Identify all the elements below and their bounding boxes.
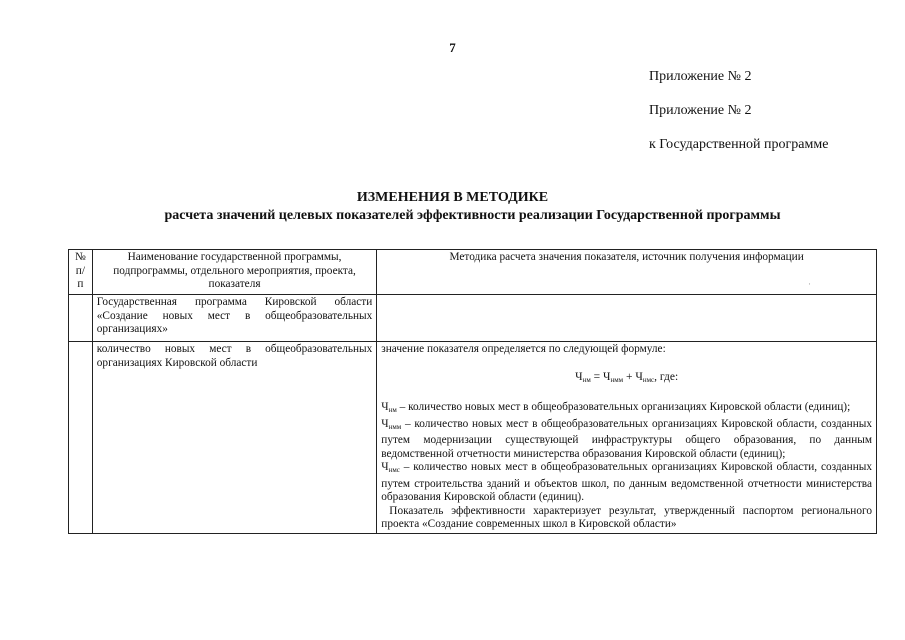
row1-name: Государственная программа Кировской области «Создание новых мест в общеобразовательных организациях» <box>92 295 377 342</box>
appendix-line-1: Приложение № 2 <box>649 69 752 84</box>
header-num: № п/п <box>69 250 93 295</box>
row2-name: количество новых мест в общеобразовательных организациях Кировской области <box>92 342 377 534</box>
title-subtitle: расчета значений целевых показателей эффективности реализации Государственной программы <box>164 208 781 223</box>
row2-num <box>69 342 93 534</box>
row1-num <box>69 295 93 342</box>
header-method: Методика расчета значения показателя, источник получения информации <box>377 250 877 295</box>
formula-intro: значение показателя определяется по следующей формуле: <box>381 343 666 355</box>
indicator-note: Показатель эффективности характеризует результат, утвержденный паспортом регионального проекта «Создание современных школ в Кировской области» <box>381 504 872 530</box>
document-title <box>0 189 905 225</box>
table-row-indicator <box>69 342 877 534</box>
definition-nms: $Ч_{нмс}$ – количество новых мест в общеобразовательных организациях Кировской области, созданных путем строительства зданий и объектов школ, по данным ведомственной отчетности министерства образования Кировской области (единиц). <box>381 461 872 503</box>
table-header-row <box>69 250 877 295</box>
methodology-table <box>68 249 877 534</box>
table-row-program <box>69 295 877 342</box>
formula: $Ч_{нм} = Ч_{нмм} + Ч_{нмс}$, где: <box>575 370 679 384</box>
appendix-line-2: Приложение № 2 <box>649 103 752 118</box>
definition-nm: $Ч_{нм}$ – количество новых мест в общеобразовательных организациях Кировской области (единиц); <box>381 401 851 414</box>
definition-nmm: $Ч_{нмм}$ – количество новых мест в общеобразовательных организациях Кировской области, созданных путем модернизации существующей инфраструктуры общего образования, по данным ведомственной отчетности министерства образования Кировской области (единиц); <box>381 417 872 460</box>
scan-speck: · <box>808 279 811 289</box>
row2-method <box>377 342 877 534</box>
title-main: ИЗМЕНЕНИЯ В МЕТОДИКЕ <box>356 190 549 205</box>
page-number: 7 <box>449 40 456 55</box>
appendix-line-3: к Государственной программе <box>649 137 829 152</box>
header-name: Наименование государственной программы, подпрограммы, отдельного мероприятия, проекта, показателя <box>92 250 377 295</box>
row1-method <box>377 295 877 342</box>
